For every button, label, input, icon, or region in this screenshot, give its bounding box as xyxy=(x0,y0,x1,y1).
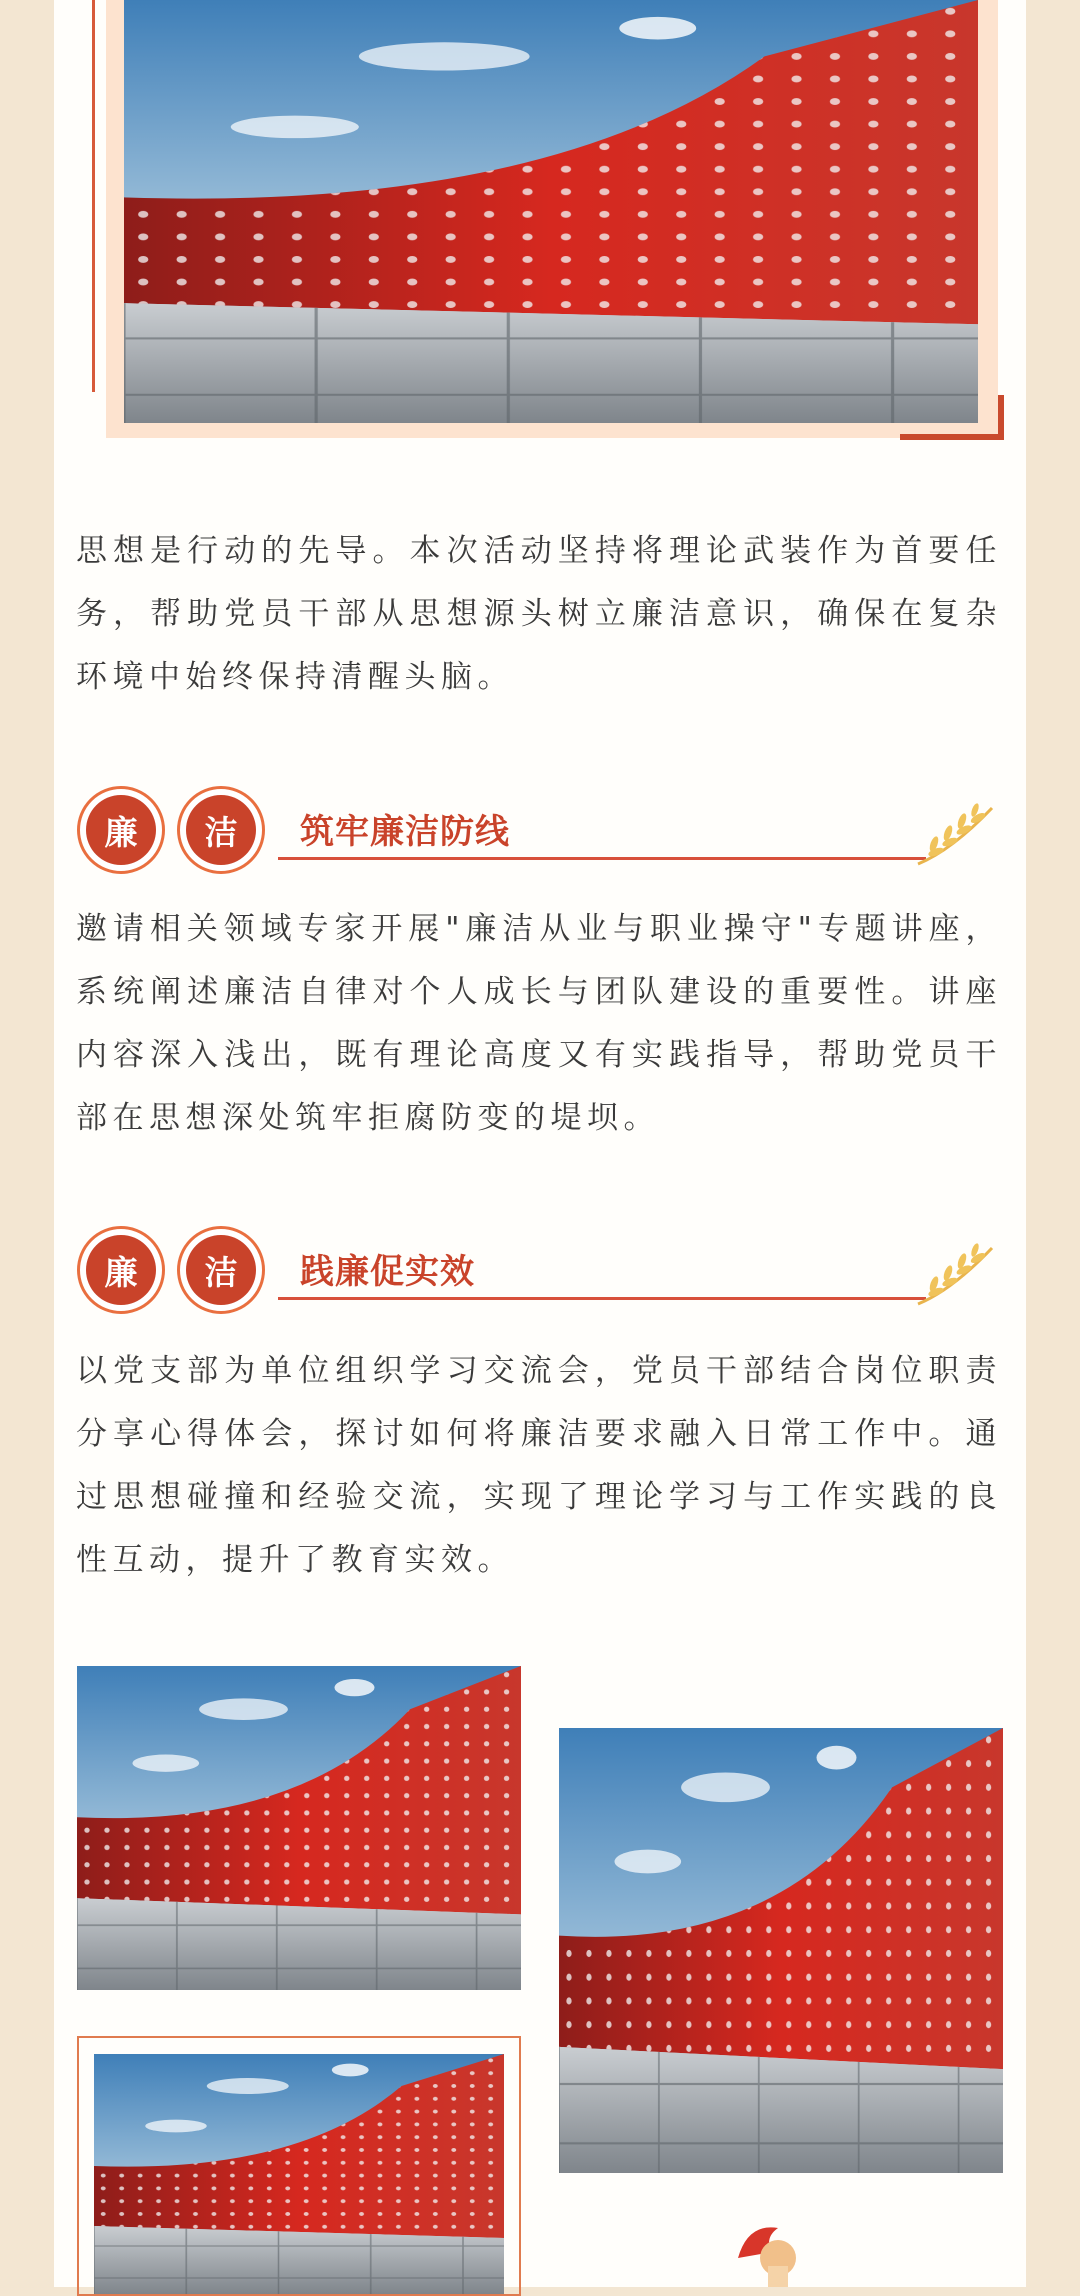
badge-lian-2: 廉 xyxy=(77,1226,165,1314)
photo-2 xyxy=(559,1728,1003,2173)
hero-frame-accent-line xyxy=(92,0,95,392)
photo-3 xyxy=(94,2054,504,2294)
section1-paragraph: 邀请相关领域专家开展"廉洁从业与职业操守"专题讲座，系统阐述廉洁自律对个人成长与团队建设的重要性。讲座内容深入浅出，既有理论高度又有实践指导，帮助党员干部在思想深处筑牢拒腐防变的堤坝。 xyxy=(76,911,1002,1136)
section-title-2: 践廉促实效 xyxy=(300,1252,475,1292)
photo-1 xyxy=(77,1666,521,1990)
hero-image xyxy=(124,0,978,423)
section2-paragraph: 以党支部为单位组织学习交流会，党员干部结合岗位职责分享心得体会，探讨如何将廉洁要求融入日常工作中。通过思想碰撞和经验交流，实现了理论学习与工作实践的良性互动，提升了教育实效。 xyxy=(76,1353,1002,1578)
badge-jie-2: 洁 xyxy=(177,1226,265,1314)
wheat-icon xyxy=(912,1240,998,1310)
section-underline-2 xyxy=(278,1297,926,1300)
badge-lian: 廉 xyxy=(77,786,165,874)
wheat-icon xyxy=(912,800,998,870)
section-underline-1 xyxy=(278,857,926,860)
section-title-1: 筑牢廉洁防线 xyxy=(300,812,510,852)
intro-paragraph: 思想是行动的先导。本次活动坚持将理论武装作为首要任务，帮助党员干部从思想源头树立廉洁意识，确保在复杂环境中始终保持清醒头脑。 xyxy=(76,533,1002,695)
badge-jie: 洁 xyxy=(177,786,265,874)
torch-ornament-icon xyxy=(728,2218,810,2287)
